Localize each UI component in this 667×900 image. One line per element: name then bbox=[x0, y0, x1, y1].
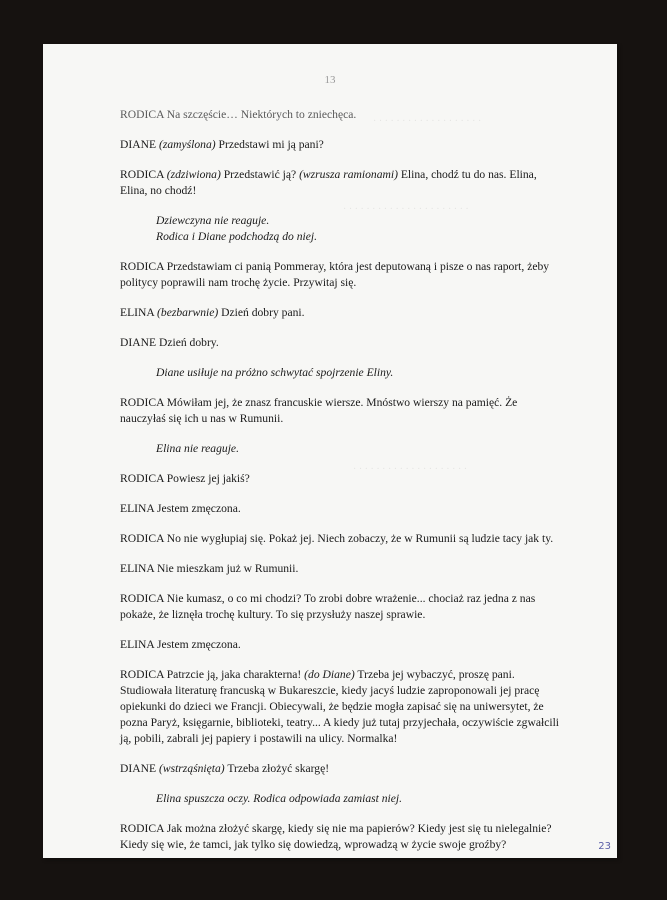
dialogue-line bbox=[120, 395, 560, 427]
speaker-name: ELINA bbox=[120, 562, 155, 575]
stage-direction bbox=[120, 791, 560, 807]
speaker-name: RODICA bbox=[120, 668, 164, 681]
document-page: · · · · · · · · · · · · · · · · · · · · · · · · · · · · · · · · · · · · · · · · · · · · · · · · · · · · · · · · · · · · · 13 RODICA Na szczęście… Niektórych to zniechęca. DIANE (zamyślona) Przedstawi mi ją pani? RODICA (zdziwiona) Przedstawić ją? (wzrusza ramionami) Elina, chodź tu do nas. Elina, Elina, no chodź! Dziewczyna nie reaguje. Rodica i Diane podchodzą do niej. RODICA Przedstawiam ci panią Pommeray, która jest deputowaną i pisze o nas raport, żeby politycy poprawili nam trochę życie. Przywitaj się. ELINA (bezbarwnie) Dzień dobry pani. DIANE Dzień dobry. Diane usiłuje na próżno schwytać spojrzenie Eliny. RODICA Mówiłam jej, że znasz francuskie wiersze. Mnóstwo wierszy na pamięć. Że nauczyłaś się ich u nas w Rumunii. Elina nie reaguje. RODICA Powiesz jej jakiś? ELINA Jestem zmęczona. RODICA No nie wygłupiaj się. Pokaż jej. Niech zobaczy, że w Rumunii są ludzie tacy jak ty. ELINA Nie mieszkam już w Rumunii. RODICA Nie kumasz, o co mi chodzi? To zrobi dobre wrażenie... chociaż raz jedna z nas pokaże, że liznęła trochę kultury. To się przysłuży naszej sprawie. ELINA Jestem zmęczona. RODICA Patrzcie ją, jaka charakterna! (do Diane) Trzeba jej wybaczyć, proszę pani. Studiowała literaturę francuską w Bukareszcie, kiedy jacyś ludzie zaproponowali jej pracę opiekunki do dzieci we Francji. Obiecywali, że będzie mogła zapisać się na uniwersytet, że pozna Paryż, księgarnie, biblioteki, teatry... A kiedy już tutaj przyjechała, oczywiście zgwałcili ją, pobili, zabrali jej papiery i postawili na ulicy. Normalka! DIANE (wstrząśnięta) Trzeba złożyć skargę! Elina spuszcza oczy. Rodica odpowiada zamiast niej. RODICA Jak można złożyć skargę, kiedy się nie ma papierów? Kiedy jest się tu nielegalnie? Kiedy się wie, że tamci, jak tylko się dowiedzą, wprowadzą w życie swoje groźby? 23 bbox=[43, 44, 617, 858]
script-text bbox=[120, 107, 560, 867]
dialogue-line bbox=[120, 259, 560, 291]
spoken-text: Jestem zmęczona. bbox=[157, 502, 241, 515]
dialogue-line bbox=[120, 561, 560, 577]
spoken-text: Przedstawi mi ją pani? bbox=[215, 138, 324, 151]
dialogue-line bbox=[120, 531, 560, 547]
dialogue-line bbox=[120, 501, 560, 517]
handwritten-page-number: 23 bbox=[598, 841, 611, 852]
dialogue-line bbox=[120, 471, 560, 487]
speaker-name: DIANE bbox=[120, 762, 157, 775]
stage-direction-line: Elina spuszcza oczy. Rodica odpowiada zamiast niej. bbox=[156, 792, 403, 805]
spoken-text: Patrzcie ją, jaka charakterna! bbox=[166, 668, 305, 681]
stage-direction-line: Diane usiłuje na próżno schwytać spojrzenie Eliny. bbox=[156, 366, 394, 379]
dialogue-line bbox=[120, 305, 560, 321]
speaker-name: RODICA bbox=[120, 396, 164, 409]
spoken-text: Powiesz jej jakiś? bbox=[166, 472, 250, 485]
parenthetical-direction: (wstrząśnięta) bbox=[158, 762, 225, 775]
speaker-name: DIANE bbox=[120, 138, 157, 151]
speaker-name: RODICA bbox=[120, 532, 164, 545]
speaker-name: DIANE bbox=[120, 336, 157, 349]
spoken-text: Na szczęście… Niektórych to zniechęca. bbox=[166, 108, 357, 121]
speaker-name: RODICA bbox=[120, 822, 164, 835]
dialogue-line bbox=[120, 667, 560, 747]
dialogue-line bbox=[120, 637, 560, 653]
spoken-text: Nie mieszkam już w Rumunii. bbox=[157, 562, 299, 575]
spoken-text: Dzień dobry pani. bbox=[218, 306, 305, 319]
speaker-name: RODICA bbox=[120, 108, 164, 121]
stage-direction bbox=[120, 441, 560, 457]
speaker-name: RODICA bbox=[120, 592, 164, 605]
speaker-name: ELINA bbox=[120, 306, 155, 319]
dialogue-line bbox=[120, 137, 560, 153]
dialogue-line bbox=[120, 761, 560, 777]
speaker-name: ELINA bbox=[120, 638, 155, 651]
spoken-text: No nie wygłupiaj się. Pokaż jej. Niech zobaczy, że w Rumunii są ludzie tacy jak ty. bbox=[166, 532, 554, 545]
spoken-text: Jak można złożyć skargę, kiedy się nie ma papierów? Kiedy jest się tu nielegalnie? Kiedy się wie, że tamci, jak tylko się dowiedzą, wprowadzą w życie swoje groźby? bbox=[120, 822, 552, 851]
spoken-text: Trzeba złożyć skargę! bbox=[224, 762, 330, 775]
spoken-text: Trzeba jej wybaczyć, proszę pani. Studiowała literaturę francuską w Bukareszcie, kiedy jacyś ludzie zaproponowali jej pracę opiekunki do dzieci we Francji. Obiecywali, że będzie mogła zapisać się na uniwersytet, że pozna Paryż, księgarnie, biblioteki, teatry... A kiedy już tutaj przyjechała, oczywiście zgwałcili ją, pobili, zabrali jej papiery i postawili na ulicy. Normalka! bbox=[120, 668, 560, 745]
parenthetical-direction: (zamyślona) bbox=[158, 138, 216, 151]
dialogue-line bbox=[120, 821, 560, 853]
spoken-text: Jestem zmęczona. bbox=[157, 638, 241, 651]
spoken-text: Dzień dobry. bbox=[158, 336, 219, 349]
stage-direction-line: Elina nie reaguje. bbox=[156, 442, 239, 455]
stage-direction-line: Dziewczyna nie reaguje. bbox=[156, 214, 270, 227]
dialogue-line bbox=[120, 167, 560, 199]
dialogue-line bbox=[120, 107, 560, 123]
parenthetical-direction: (bezbarwnie) bbox=[157, 306, 219, 319]
stage-direction bbox=[120, 213, 560, 245]
spoken-text: Przedstawić ją? bbox=[220, 168, 300, 181]
dialogue-line bbox=[120, 335, 560, 351]
speaker-name: RODICA bbox=[120, 472, 164, 485]
parenthetical-direction: (wzrusza ramionami) bbox=[299, 168, 398, 181]
spoken-text: Elina, chodź tu do nas. Elina, Elina, no chodź! bbox=[120, 168, 537, 197]
parenthetical-direction: (zdziwiona) bbox=[166, 168, 221, 181]
speaker-name: ELINA bbox=[120, 502, 155, 515]
spoken-text: Przedstawiam ci panią Pommeray, która jest deputowaną i pisze o nas raport, żeby politycy poprawili nam trochę życie. Przywitaj się. bbox=[120, 260, 550, 289]
speaker-name: RODICA bbox=[120, 260, 164, 273]
parenthetical-direction: (do Diane) bbox=[304, 668, 355, 681]
stage-direction bbox=[120, 365, 560, 381]
page-number: 13 bbox=[324, 74, 336, 86]
spoken-text: Nie kumasz, o co mi chodzi? To zrobi dobre wrażenie... chociaż raz jedna z nas pokaże, że liznęła trochę kultury. To się przysłuży naszej sprawie. bbox=[120, 592, 536, 621]
spoken-text: Mówiłam jej, że znasz francuskie wiersze. Mnóstwo wierszy na pamięć. Że nauczyłaś się ich u nas w Rumunii. bbox=[120, 396, 518, 425]
stage-direction-line: Rodica i Diane podchodzą do niej. bbox=[156, 230, 317, 243]
speaker-name: RODICA bbox=[120, 168, 164, 181]
dialogue-line bbox=[120, 591, 560, 623]
